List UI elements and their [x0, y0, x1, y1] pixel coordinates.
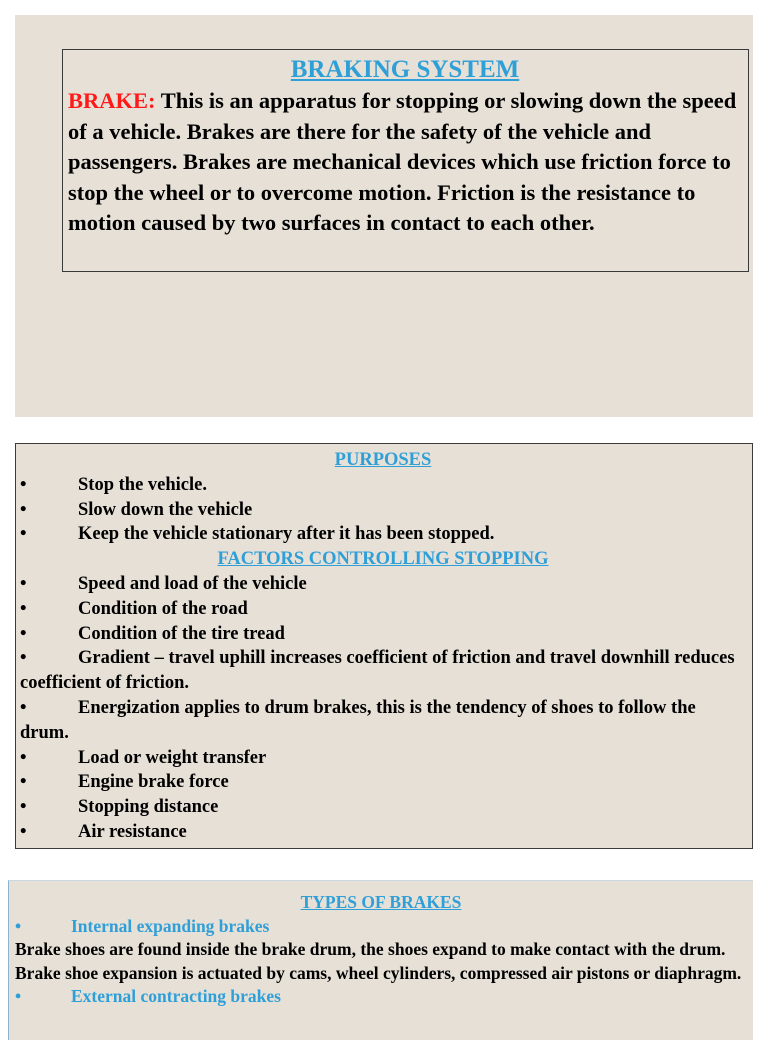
bullet-icon: •	[20, 499, 27, 520]
bullet-icon: •	[15, 915, 22, 936]
bullet-icon: •	[20, 524, 27, 545]
brake-definition	[68, 86, 742, 239]
list-item: • Engine brake force	[20, 770, 746, 795]
slide-braking-system	[15, 15, 753, 417]
types-heading: TYPES OF BRAKES	[300, 892, 462, 912]
brake-type-item: • External contracting brakes	[15, 985, 747, 1009]
list-item: • Condition of the tire tread	[20, 622, 746, 647]
brake-definition-text: This is an apparatus for stopping or slowing down the speed of a vehicle. Brakes are there for the safety of the vehicle and passengers. Brakes are mechanical devices which use friction force to stop the wheel or to overcome motion. Friction is the resistance to motion caused by two surfaces in contact to each other.	[68, 88, 737, 236]
list-item: • Air resistance	[20, 820, 746, 845]
bullet-icon: •	[20, 797, 27, 818]
bullet-icon: •	[20, 821, 27, 842]
list-item: • Energization applies to drum brakes, this is the tendency of shoes to follow the drum.	[20, 697, 696, 743]
list-item: • Speed and load of the vehicle	[20, 572, 746, 597]
list-item: • Gradient – travel uphill increases coefficient of friction and travel downhill reduces coefficient of friction.	[20, 648, 735, 694]
slide-types-of-brakes	[8, 880, 753, 1040]
brake-type-item: • Internal expanding brakes	[15, 915, 747, 939]
brake-label: BRAKE:	[68, 88, 156, 113]
list-item: • Slow down the vehicle	[20, 498, 746, 523]
bullet-icon: •	[20, 623, 27, 644]
purposes-heading: PURPOSES	[334, 450, 432, 470]
brake-definition-box	[62, 49, 749, 272]
list-item: • Stop the vehicle.	[20, 473, 746, 498]
bullet-icon: •	[20, 474, 27, 495]
slide-purposes-factors	[15, 443, 753, 849]
bullet-icon: •	[20, 648, 27, 669]
brake-type-description: Brake shoes are found inside the brake drum, the shoes expand to make contact with the drum. Brake shoe expansion is actuated by cams, wheel cylinders, compressed air pistons or diaphragm.	[15, 939, 742, 983]
bullet-icon: •	[20, 747, 27, 768]
bullet-icon: •	[20, 598, 27, 619]
bullet-icon: •	[15, 986, 22, 1006]
list-item: • Condition of the road	[20, 597, 746, 622]
list-item: • Stopping distance	[20, 795, 746, 820]
list-item: • Keep the vehicle stationary after it has been stopped.	[20, 522, 746, 547]
bullet-icon: •	[20, 772, 27, 793]
slide-title: BRAKING SYSTEM	[290, 56, 520, 83]
bullet-icon: •	[20, 573, 27, 594]
bullet-icon: •	[20, 697, 27, 718]
list-item: • Load or weight transfer	[20, 746, 746, 771]
factors-heading: FACTORS CONTROLLING STOPPING	[217, 549, 549, 570]
